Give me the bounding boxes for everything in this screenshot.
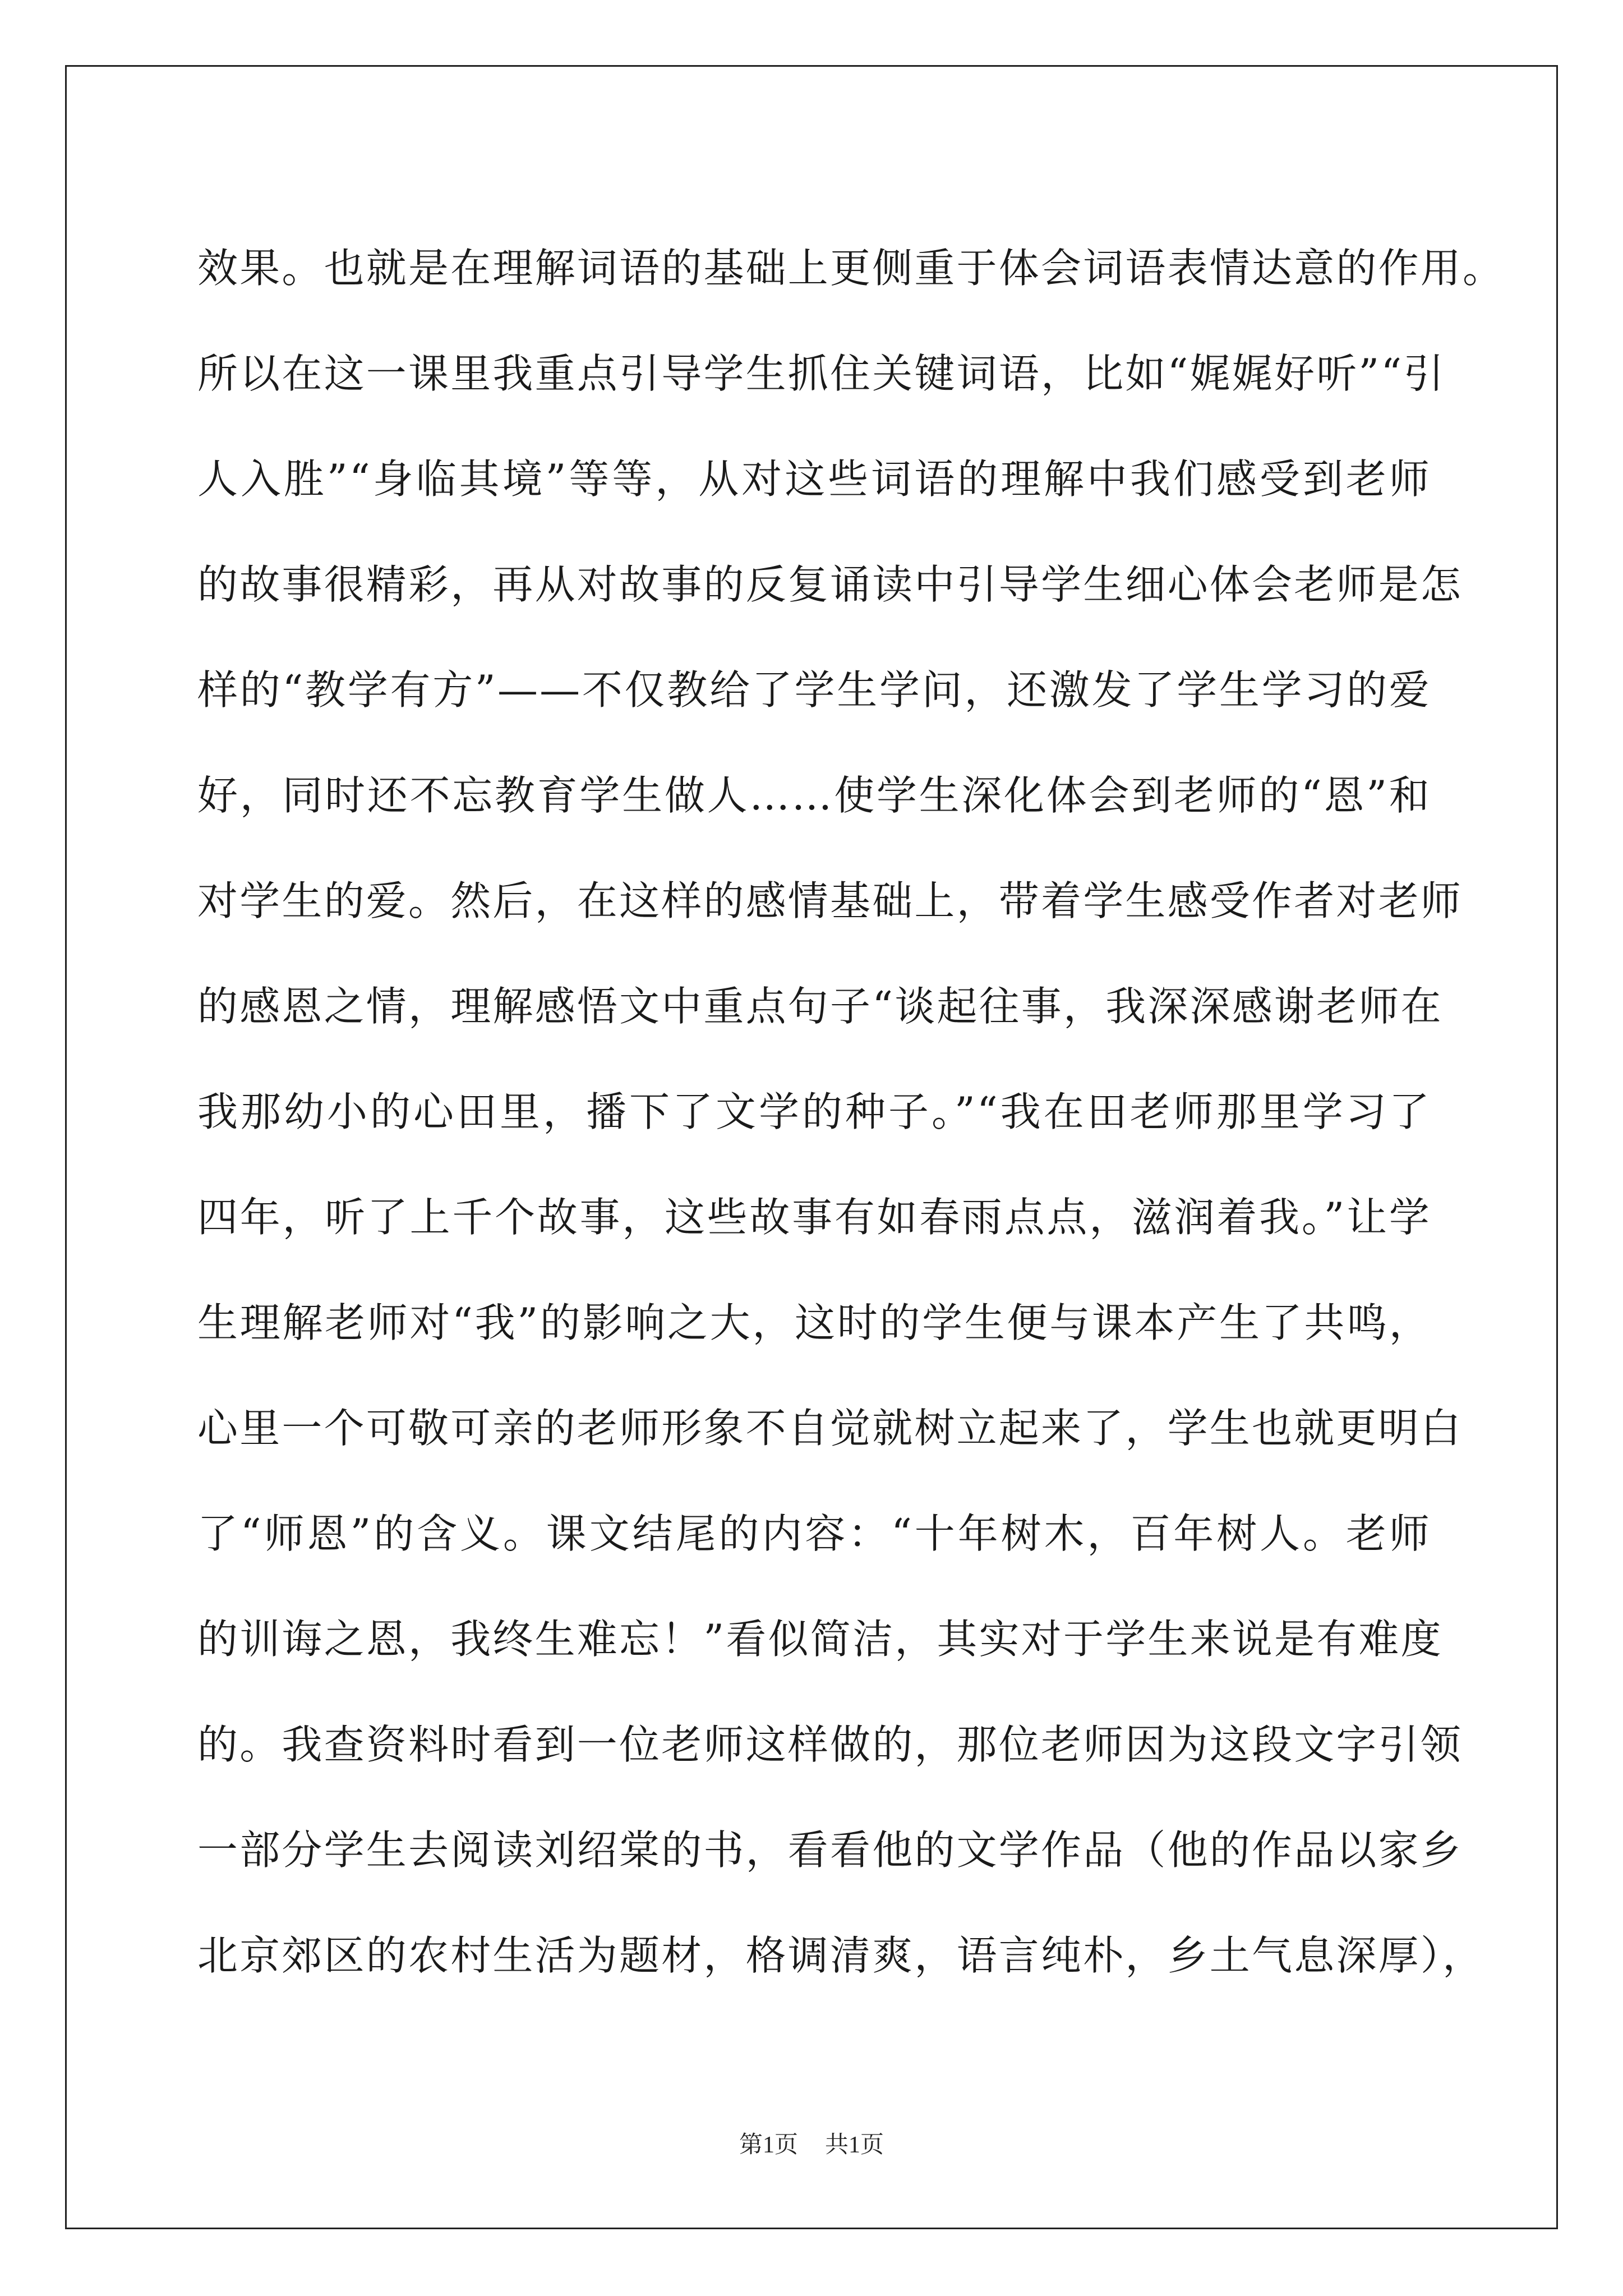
text-line: 的训诲之恩，我终生难忘！”看似简洁，其实对于学生来说是有难度	[197, 1616, 1443, 1663]
text-line: 了“师恩”的含义。课文结尾的内容：“十年树木，百年树人。老师	[197, 1510, 1431, 1557]
document-body	[197, 215, 1505, 2008]
text-line: 的感恩之情，理解感悟文中重点句子“谈起往事，我深深感谢老师在	[197, 983, 1443, 1030]
text-line: 四年，听了上千个故事，这些故事有如春雨点点，滋润着我。”让学	[197, 1194, 1431, 1241]
text-line: 效果。也就是在理解词语的基础上更侧重于体会词语表情达意的作用。	[197, 245, 1505, 292]
text-line: 对学生的爱。然后，在这样的感情基础上，带着学生感受作者对老师	[197, 877, 1463, 924]
text-line: 我那幼小的心田里，播下了文学的种子。”“我在田老师那里学习了	[197, 1088, 1431, 1135]
text-line: 的。我查资料时看到一位老师这样做的，那位老师因为这段文字引领	[197, 1721, 1463, 1768]
text-line: 一部分学生去阅读刘绍棠的书，看看他的文学作品（他的作品以家乡	[197, 1826, 1463, 1874]
text-line: 的故事很精彩，再从对故事的反复诵读中引导学生细心体会老师是怎	[197, 561, 1463, 608]
text-line: 生理解老师对“我”的影响之大，这时的学生便与课本产生了共鸣，	[197, 1299, 1431, 1346]
page-number-current: 第1页	[739, 2132, 798, 2158]
text-line: 心里一个可敬可亲的老师形象不自觉就树立起来了，学生也就更明白	[197, 1405, 1463, 1452]
text-line: 所以在这一课里我重点引导学生抓住关键词语，比如“娓娓好听”“引	[197, 350, 1446, 397]
text-line: 人入胜”“身临其境”等等，从对这些词语的理解中我们感受到老师	[197, 455, 1431, 503]
text-line: 好，同时还不忘教育学生做人……使学生深化体会到老师的“恩”和	[197, 772, 1431, 819]
text-line: 北京郊区的农村生活为题材，格调清爽，语言纯朴，乡土气息深厚），	[197, 1932, 1485, 1979]
text-line: 样的“教学有方”——不仅教给了学生学问，还激发了学生学习的爱	[197, 666, 1431, 714]
page-number-total: 共1页	[825, 2132, 884, 2158]
page-footer	[0, 2126, 1623, 2160]
